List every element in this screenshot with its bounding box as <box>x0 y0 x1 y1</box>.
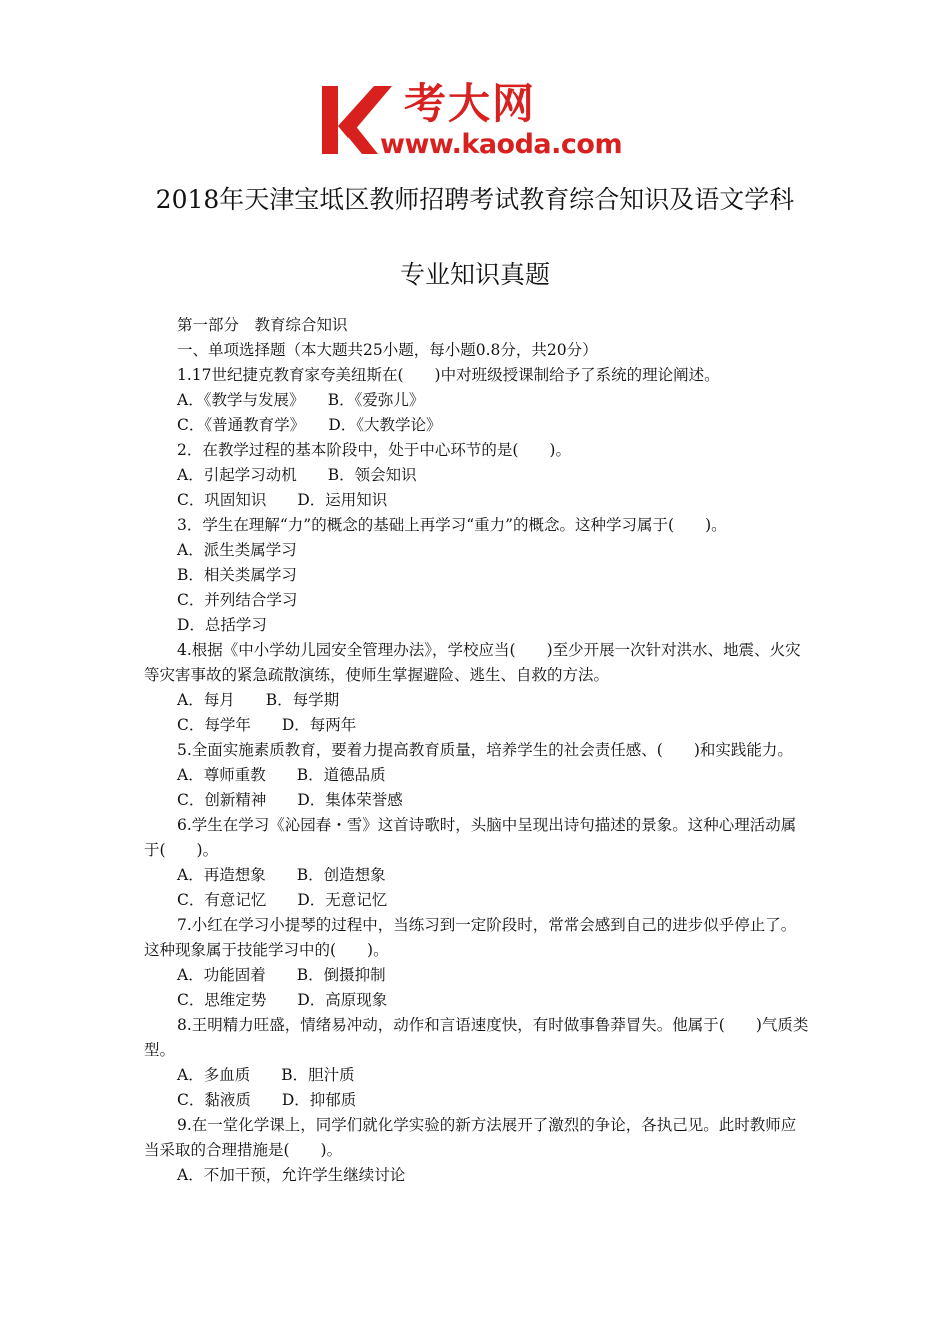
question-stem: 6.学生在学习《沁园春・雪》这首诗歌时，头脑中呈现出诗句描述的景象。这种心理活动属于( )。 <box>144 816 797 859</box>
logo-chinese-text: 考大网 <box>404 79 537 128</box>
question-option: A．不加干预，允许学生继续讨论 <box>177 1166 406 1184</box>
part-heading: 一、单项选择题（本大题共25小题，每小题0.8分，共20分） <box>177 341 598 359</box>
question-option: D．总括学习 <box>177 616 267 634</box>
question-option: C．每学年 D．每两年 <box>177 716 357 734</box>
section-heading: 第一部分 教育综合知识 <box>177 316 348 334</box>
page-subtitle: 专业知识真题 <box>399 260 550 289</box>
question-option: A．每月 B．每学期 <box>177 691 340 709</box>
question-stem: 1.17世纪捷克教育家夸美纽斯在( )中对班级授课制给予了系统的理论阐述。 <box>177 366 720 384</box>
question-option: A．功能固着 B．倒摄抑制 <box>177 966 386 984</box>
kaoda-logo <box>318 80 638 160</box>
question-option: B．相关类属学习 <box>177 566 297 584</box>
question-option: C．有意记忆 D．无意记忆 <box>177 891 388 909</box>
question-option: C．并列结合学习 <box>177 591 298 609</box>
question-option: C．《普通教育学》 D．《大教学论》 <box>177 416 442 434</box>
question-option: C．黏液质 D．抑郁质 <box>177 1091 357 1109</box>
page-title: 2018年天津宝坻区教师招聘考试教育综合知识及语文学科 <box>155 185 795 214</box>
question-stem: 2．在教学过程的基本阶段中，处于中心环节的是( )。 <box>177 441 571 459</box>
question-option: C．思维定势 D．高原现象 <box>177 991 388 1009</box>
question-stem: 7.小红在学习小提琴的过程中，当练习到一定阶段时，常常会感到自己的进步似乎停止了。这种现象属于技能学习中的( )。 <box>144 916 797 959</box>
question-stem: 8.王明精力旺盛，情绪易冲动，动作和言语速度快，有时做事鲁莽冒失。他属于( )气质类型。 <box>144 1016 809 1059</box>
question-stem: 4.根据《中小学幼儿园安全管理办法》，学校应当( )至少开展一次针对洪水、地震、火灾等灾害事故的紧急疏散演练，使师生掌握避险、逃生、自救的方法。 <box>144 641 801 684</box>
question-option: C．创新精神 D．集体荣誉感 <box>177 791 403 809</box>
question-stem: 5.全面实施素质教育，要着力提高教育质量，培养学生的社会责任感、( )和实践能力。 <box>177 741 793 759</box>
question-stem: 9.在一堂化学课上，同学们就化学实验的新方法展开了激烈的争论，各执己见。此时教师应当采取的合理措施是( )。 <box>144 1116 797 1159</box>
question-option: A．多血质 B．胆汁质 <box>177 1066 355 1084</box>
question-option: C．巩固知识 D．运用知识 <box>177 491 388 509</box>
question-option: A．引起学习动机 B．领会知识 <box>177 466 417 484</box>
logo-url-text: www.kaoda.com <box>380 129 623 160</box>
exam-content <box>144 313 809 1188</box>
question-option: A．派生类属学习 <box>177 541 297 559</box>
question-option: A．再造想象 B．创造想象 <box>177 866 386 884</box>
question-option: A．《教学与发展》 B．《爱弥儿》 <box>177 391 425 409</box>
question-stem: 3．学生在理解“力”的概念的基础上再学习“重力”的概念。这种学习属于( )。 <box>177 516 727 534</box>
question-option: A．尊师重教 B．道德品质 <box>177 766 386 784</box>
